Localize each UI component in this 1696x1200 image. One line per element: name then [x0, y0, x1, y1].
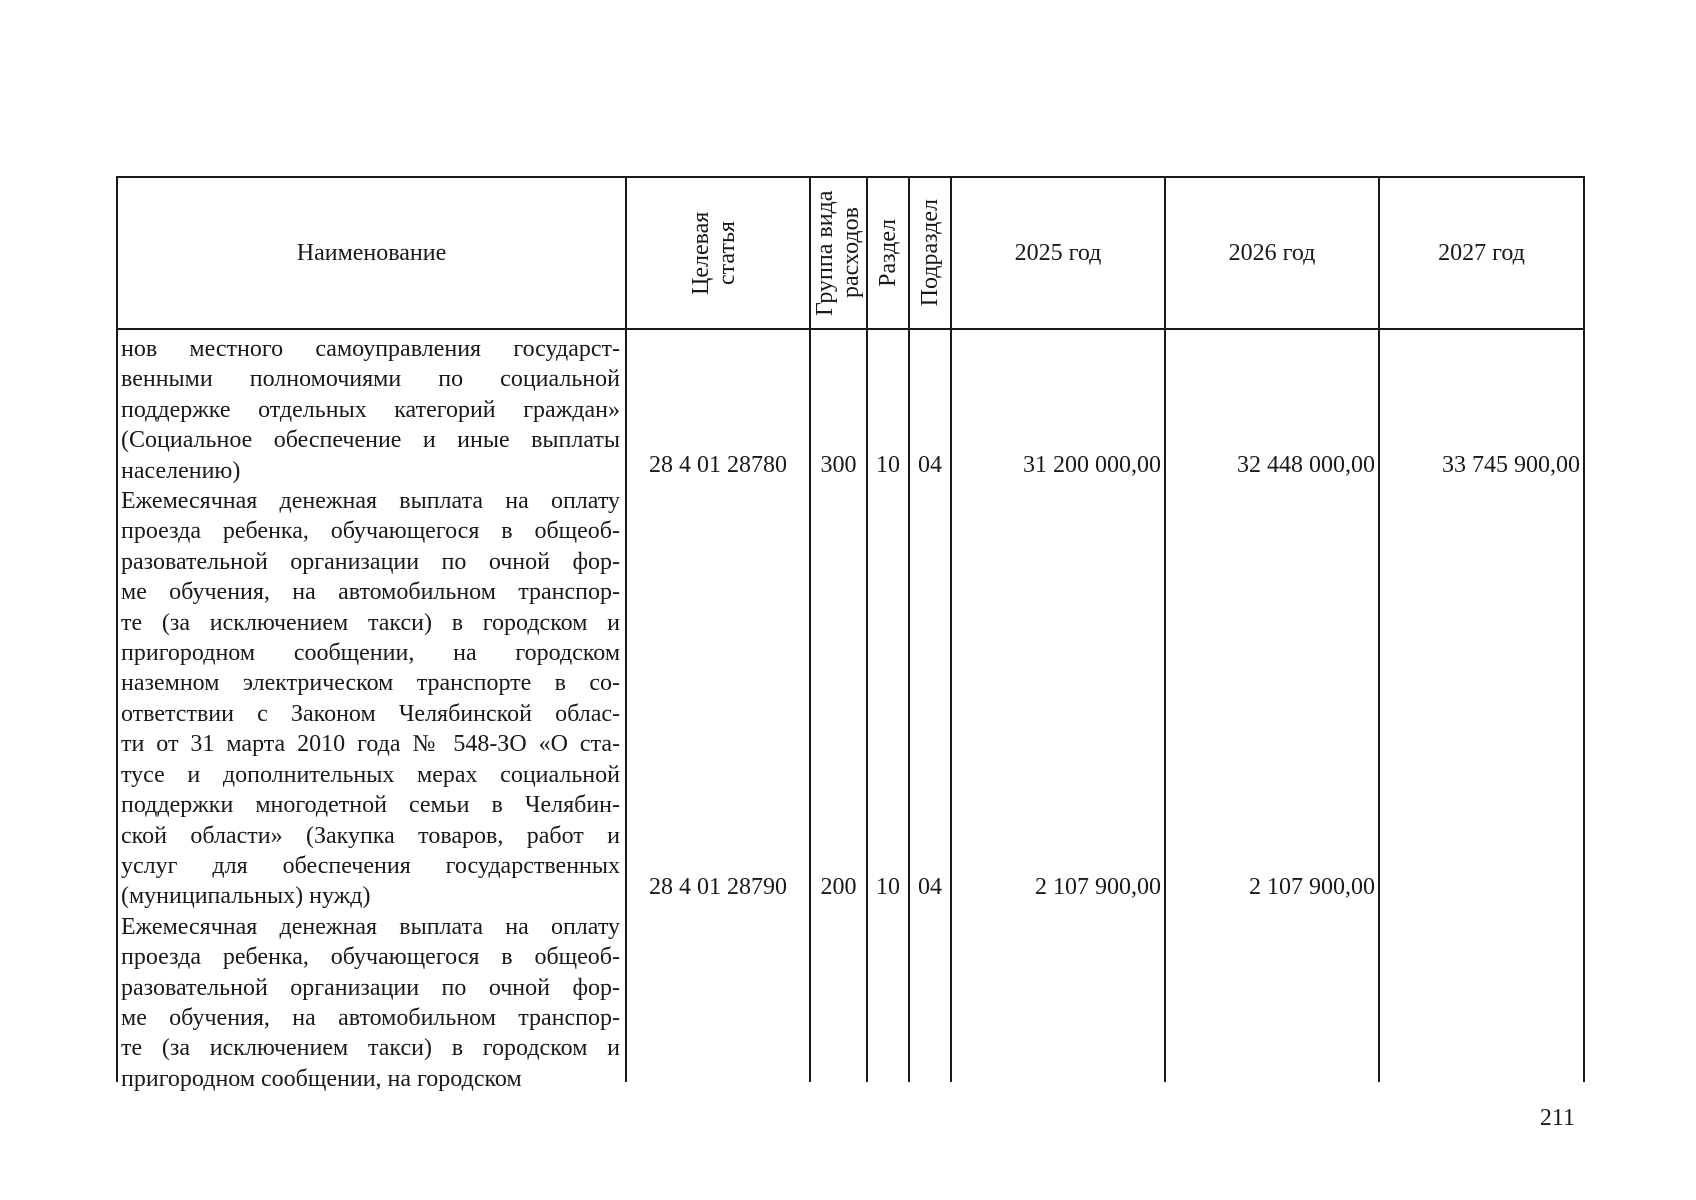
year-2025-column — [951, 329, 1165, 1082]
name-line: Ежемесячная денежная выплата на оплату — [121, 913, 620, 940]
name-line: ме обучения, на автомобильном транспор- — [121, 579, 620, 606]
header-subsection: Подраздел — [909, 177, 951, 329]
table-header-row — [117, 177, 1584, 329]
row1-section: 10 — [876, 452, 900, 478]
row2-section: 10 — [876, 874, 900, 900]
header-name: Наименование — [117, 177, 626, 329]
name-line: наземном электрическом транспорте в со- — [121, 670, 620, 697]
name-text — [118, 330, 625, 1094]
header-2026: 2026 год — [1165, 177, 1379, 329]
name-line: услуг для обеспечения государственных — [121, 852, 620, 879]
name-line: нов местного самоуправления государст- — [121, 336, 620, 362]
row1-group: 300 — [820, 452, 857, 478]
row2-target: 28 4 01 28790 — [649, 874, 787, 900]
row1-2026: 32 448 000,00 — [1237, 452, 1375, 478]
name-column — [117, 329, 626, 1092]
header-target-article: Целевая статья — [626, 177, 810, 329]
header-2027: 2027 год — [1379, 177, 1584, 329]
year-2027-column — [1379, 329, 1584, 1082]
name-line: (Социальное обеспечение и иные выплаты — [121, 427, 620, 454]
header-2025: 2025 год — [951, 177, 1165, 329]
target-article-column — [626, 329, 810, 1082]
header-expense-group: Группа вида расходов — [810, 177, 867, 329]
subsection-column — [909, 329, 951, 1082]
name-line: проезда ребенка, обучающегося в общеоб- — [121, 518, 620, 545]
name-line: венными полномочиями по социальной — [121, 366, 620, 393]
expense-group-column — [810, 329, 867, 1082]
name-line: те (за исключением такси) в городском и — [121, 609, 620, 636]
name-line: поддержке отдельных категорий граждан» — [121, 396, 620, 423]
name-line: тусе и дополнительных мерах социальной — [121, 761, 620, 788]
header-section: Раздел — [867, 177, 909, 329]
row1-2027: 33 745 900,00 — [1442, 452, 1580, 478]
name-line: пригородном сообщении, на городском — [121, 1065, 522, 1092]
table-body-row — [117, 329, 1584, 1082]
name-line: ской области» (Закупка товаров, работ и — [121, 822, 620, 849]
name-line: разовательной организации по очной фор- — [121, 548, 620, 575]
row2-2025: 2 107 900,00 — [1035, 874, 1161, 900]
name-line: поддержки многодетной семьи в Челябин- — [121, 792, 620, 819]
name-line: (муниципальных) нужд) — [121, 883, 371, 910]
name-line: ме обучения, на автомобильном транспор- — [121, 1004, 620, 1031]
name-line: разовательной организации по очной фор- — [121, 974, 620, 1001]
name-line: ответствии с Законом Челябинской облас- — [121, 700, 620, 727]
row2-subsection: 04 — [918, 874, 942, 900]
page-number: 211 — [1539, 1105, 1575, 1131]
row2-group: 200 — [820, 874, 857, 900]
row1-subsection: 04 — [918, 452, 942, 478]
row1-target: 28 4 01 28780 — [649, 452, 787, 478]
year-2026-column — [1165, 329, 1379, 1082]
name-line: пригородном сообщении, на городском — [121, 640, 620, 667]
section-column — [867, 329, 909, 1082]
row2-2026: 2 107 900,00 — [1249, 874, 1375, 900]
budget-table — [116, 176, 1585, 1092]
name-line: Ежемесячная денежная выплата на оплату — [121, 488, 620, 515]
name-line: населению) — [121, 457, 241, 484]
name-line: ти от 31 марта 2010 года № 548-ЗО «О ста- — [121, 731, 620, 758]
name-line: те (за исключением такси) в городском и — [121, 1035, 620, 1062]
row1-2025: 31 200 000,00 — [1023, 452, 1161, 478]
name-line: проезда ребенка, обучающегося в общеоб- — [121, 944, 620, 971]
